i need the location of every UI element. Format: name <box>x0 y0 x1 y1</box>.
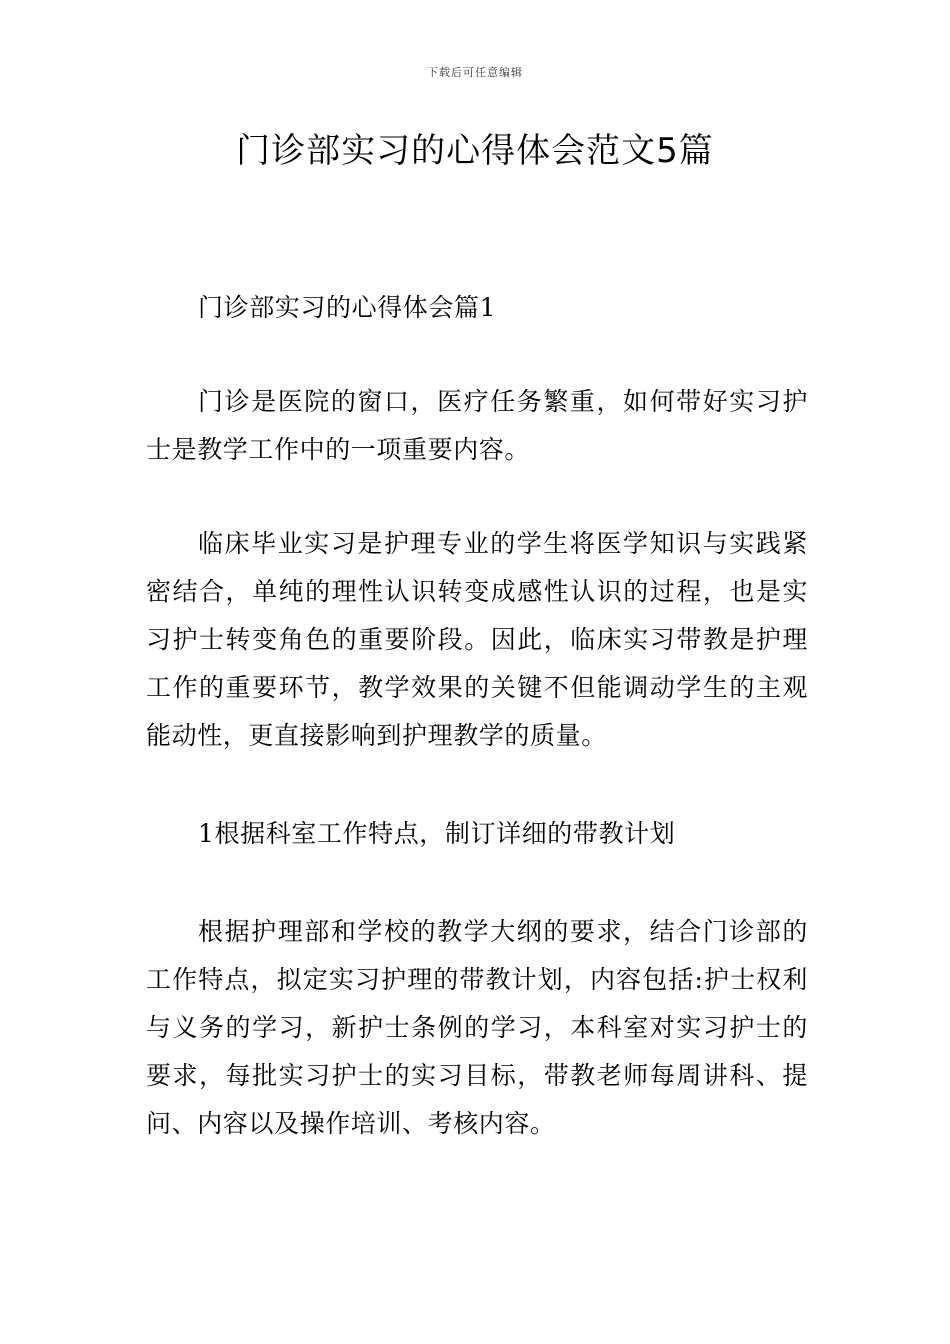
section-heading: 门诊部实习的心得体会篇1 <box>198 293 497 322</box>
body-paragraph: 根据护理部和学校的教学大纲的要求，结合门诊部的工作特点，拟定实习护理的带教计划，内容包括:护士权利与义务的学习，新护士条例的学习，本科室对实习护士的要求，每批实习护士的实习目标，带教老师每周讲科、提问、内容以及操作培训、考核内容。 <box>146 917 808 1138</box>
subsection-heading: 1根据科室工作特点，制订详细的带教计划 <box>198 819 676 848</box>
body-paragraph: 临床毕业实习是护理专业的学生将医学知识与实践紧密结合，单纯的理性认识转变成感性认识的过程，也是实习护士转变角色的重要阶段。因此，临床实习带教是护理工作的重要环节，教学效果的关键不但能调动学生的主观能动性，更直接影响到护理教学的质量。 <box>146 529 808 750</box>
header-note: 下载后可任意编辑 <box>427 66 523 79</box>
document-title: 门诊部实习的心得体会范文5篇 <box>236 131 714 171</box>
body-paragraph: 门诊是医院的窗口，医疗任务繁重，如何带好实习护士是教学工作中的一项重要内容。 <box>146 387 808 464</box>
document-body <box>146 284 808 1148</box>
